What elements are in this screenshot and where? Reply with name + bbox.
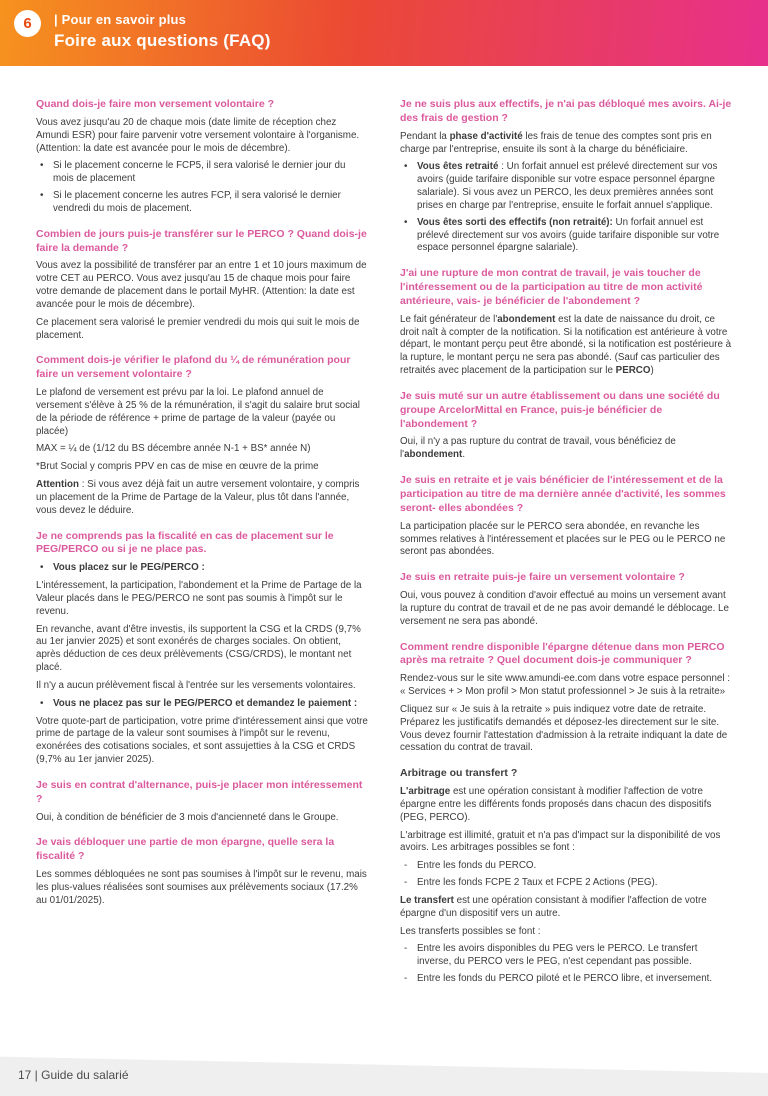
column-right [400, 98, 732, 1042]
text-run: L'arbitrage est illimité, gratuit et n'a pas d'impact sur la disponibilité de vos avoirs. Les arbitrages possibles se font : [400, 829, 721, 854]
list-item [400, 217, 732, 255]
text-run: Vous avez jusqu'au 20 de chaque mois (date limite de réception chez Amundi ESR) pour faire parvenir votre versement volontaire à l'organisme. (Attention: la date est avancée pour le mois de décembre). [36, 116, 360, 154]
faq-paragraph [400, 830, 732, 856]
faq-paragraph [400, 131, 732, 157]
list-item-text [53, 190, 368, 216]
faq-question: Je ne suis plus aux effectifs, je n'ai pas débloqué mes avoirs. Ai-je des frais de gestion ? [400, 98, 732, 124]
faq-section [400, 390, 732, 462]
list-item-text [53, 562, 368, 575]
faq-question: Je vais débloquer une partie de mon épargne, quelle sera la fiscalité ? [36, 836, 335, 863]
text-run: L'arbitrage [400, 786, 451, 798]
text-run: Entre les fonds du PERCO piloté et le PERCO libre, et inversement. [417, 973, 713, 985]
list-item-text [417, 877, 732, 890]
list-item [400, 860, 732, 873]
text-run: Le fait générateur de l' [400, 313, 498, 325]
list-item [36, 160, 368, 186]
faq-paragraph [36, 260, 368, 311]
faq-content [36, 98, 732, 1042]
faq-question: Je ne comprends pas la fiscalité en cas de placement sur le PEG/PERCO ou si je ne place pas. [36, 529, 334, 556]
text-run: les frais de tenue des comptes sont pris en charge par l'entreprise, ensuite ils sont à la charge du bénéficiaire. [400, 130, 712, 155]
page-title: Foire aux questions (FAQ) [54, 31, 271, 50]
faq-section [400, 641, 732, 756]
text-run: Votre quote-part de participation, votre prime d'intéressement ainsi que votre prime de partage de la valeur sont soumises à l'impôt sur le revenu, exonérées des cotisations sociales, et sont assujetties à la CSG et CRDS (9,7% au 1er janvier 2025). [36, 715, 368, 765]
faq-section [36, 530, 368, 767]
bullet-marker: - [404, 877, 408, 889]
faq-paragraph [36, 387, 368, 438]
text-run: abondement [404, 449, 463, 461]
faq-paragraph [400, 590, 732, 628]
text-run: Entre les fonds FCPE 2 Taux et FCPE 2 Actions (PEG). [417, 877, 658, 889]
text-run: Le transfert [400, 894, 454, 906]
column-left [36, 98, 368, 1042]
text-run: En revanche, avant d'être investis, ils supportent la CSG et la CRDS (9,7% au 1er janvier 2025) et sont exonérés de charges sociales. On obtient, après déduction de ces deux prélèvements (CSG/CRDS), le montant net placé. [36, 623, 361, 674]
text-run: Oui, à condition de bénéficier de 3 mois d'ancienneté dans le Groupe. [36, 811, 339, 823]
faq-section [36, 228, 368, 343]
faq-paragraph [400, 521, 732, 559]
faq-section [36, 836, 368, 907]
text-run: abondement [497, 313, 556, 325]
bullet-marker: - [404, 973, 408, 985]
faq-section [36, 98, 368, 216]
faq-question: J'ai une rupture de mon contrat de travail, je vais toucher de l'intéressement ou de la participation au titre de mon activité antérieure, vais- je bénéficier de l'abondement ? [400, 267, 703, 307]
faq-paragraph [36, 716, 368, 767]
section-number: 6 [23, 15, 32, 32]
list-item [400, 161, 732, 212]
text-run: Vous êtes retraité [417, 161, 499, 173]
bullet-list [36, 698, 368, 711]
faq-section [36, 779, 368, 825]
faq-section [400, 571, 732, 628]
text-run: Il n'y a aucun prélèvement fiscal à l'entrée sur les versements volontaires. [36, 679, 356, 691]
text-run: Un forfait annuel est prélevé directement sur vos avoirs (guide tarifaire disponible sur votre espace personnel épargne salariale). [417, 216, 720, 254]
list-item-text [53, 160, 368, 186]
text-run: La participation placée sur le PERCO sera abondée, en revanche les sommes relatives à l'intéressement et placées sur le PEG ou le PERCO ne seront pas abondées. [400, 520, 726, 558]
faq-paragraph [36, 812, 368, 825]
faq-paragraph [36, 580, 368, 618]
list-item [36, 190, 368, 216]
faq-paragraph [36, 461, 368, 474]
text-run: PERCO [615, 365, 651, 377]
bullet-list [400, 943, 732, 985]
faq-paragraph [36, 680, 368, 693]
text-run: Les sommes débloquées ne sont pas soumises à l'impôt sur le revenu, mais les plus-values réalisées sont soumises aux prélèvements sociaux (17.2% au 01/01/2025). [36, 869, 367, 906]
faq-section [400, 267, 732, 378]
text-run: Vous avez la possibilité de transférer par an entre 1 et 10 jours maximum de votre CET au PERCO. Vous avez jusqu'au 15 de chaque mois pour faire votre demande de placement dans le portail MyHR. (Attention: la date est avancée pour le mois de décembre). [36, 260, 367, 310]
faq-paragraph [400, 786, 732, 824]
faq-paragraph [36, 317, 368, 343]
bullet-marker: • [40, 697, 44, 709]
faq-paragraph [400, 314, 732, 378]
page-footer: 17 | Guide du salarié [18, 1068, 129, 1082]
faq-section [400, 98, 732, 255]
page-header [0, 0, 768, 66]
list-item-text [53, 698, 368, 711]
text-run: Vous placez sur le PEG/PERCO : [53, 562, 205, 574]
bullet-list [36, 562, 368, 575]
text-run: phase d'activité [449, 130, 523, 142]
text-run: Entre les avoirs disponibles du PEG vers le PERCO. Le transfert inverse, du PERCO vers le PEG, n'est cependant pas possible. [417, 943, 698, 968]
faq-paragraph [400, 673, 732, 699]
bullet-marker: - [404, 943, 408, 955]
faq-paragraph [400, 895, 732, 921]
text-run: Oui, il n'y a pas rupture du contrat de travail, vous bénéficiez de l' [400, 436, 676, 461]
faq-question: Arbitrage ou transfert ? [400, 767, 518, 780]
bullet-list [400, 161, 732, 255]
text-run: est une opération consistant à modifier l'affection de votre épargne d'un dispositif vers un autre. [400, 894, 707, 919]
faq-paragraph [400, 704, 732, 755]
faq-section [400, 474, 732, 559]
list-item-text [417, 161, 732, 212]
text-run: Vous êtes sorti des effectifs (non retraité): [417, 216, 613, 228]
text-run: Si le placement concerne les autres FCP, il sera valorisé le dernier vendredi du mois de placement. [53, 190, 341, 214]
bullet-marker: • [40, 562, 44, 574]
text-run: *Brut Social y compris PPV en cas de mise en œuvre de la prime [36, 461, 319, 473]
faq-question: Je suis en contrat d'alternance, puis-je placer mon intéressement ? [36, 778, 363, 805]
text-run: Pendant la [400, 130, 450, 142]
faq-paragraph [36, 624, 368, 675]
faq-question: Comment rendre disponible l'épargne détenue dans mon PERCO après ma retraite ? Quel document dois-je communiquer ? [400, 640, 725, 667]
faq-question: Comment dois-je vérifier le plafond du ¼ de rémunération pour faire un versement volontaire ? [36, 354, 351, 381]
bullet-marker: - [404, 860, 408, 872]
header-kicker: | Pour en savoir plus [54, 12, 187, 27]
list-item-text [417, 860, 732, 873]
bullet-marker: • [404, 216, 408, 228]
text-run: MAX = ¼ de (1/12 du BS décembre année N-1 + BS* année N) [36, 443, 311, 455]
text-run: Attention [36, 479, 79, 491]
faq-paragraph [36, 869, 368, 907]
list-item-text [417, 973, 732, 986]
faq-question: Combien de jours puis-je transférer sur le PERCO ? Quand dois-je faire la demande ? [36, 227, 367, 254]
faq-question: Je suis muté sur un autre établissement ou dans une société du groupe ArcelorMittal en France, puis-je bénéficier de l'abondement ? [400, 389, 720, 430]
faq-question: Je suis en retraite puis-je faire un versement volontaire ? [400, 571, 685, 584]
text-run: : Si vous avez déjà fait un autre versement volontaire, y compris un placement de la Prime de Partage de la Valeur, plus tôt dans l'année, vous devez le déduire. [36, 479, 360, 516]
list-item-text [417, 943, 732, 969]
text-run: ) [650, 365, 654, 377]
text-run: est une opération consistant à modifier l'affection de votre épargne entre les différents fonds proposés dans chacun des dispositifs (PEG, PERCO). [400, 786, 712, 823]
list-item [400, 943, 732, 969]
list-item [400, 973, 732, 986]
faq-paragraph [36, 117, 368, 155]
text-run: Oui, vous pouvez à condition d'avoir effectué au moins un versement avant la rupture du contrat de travail et de ne pas avoir demandé le déblocage. Le versement ne sera pas abondé. [400, 590, 729, 627]
faq-paragraph [400, 436, 732, 462]
faq-paragraph [36, 443, 368, 456]
list-item [400, 877, 732, 890]
text-run: Rendez-vous sur le site www.amundi-ee.com dans votre espace personnel : « Services + > Mon profil > Mon statut professionnel > Je suis à la retraite» [400, 673, 730, 698]
faq-section [400, 767, 732, 986]
text-run: Ce placement sera valorisé le premier vendredi du mois qui suit le mois de placement. [36, 316, 360, 341]
faq-question: Quand dois-je faire mon versement volontaire ? [36, 98, 275, 110]
bullet-list [36, 160, 368, 215]
faq-question: Je suis en retraite et je vais bénéficier de l'intéressement et de la participation au titre de ma dernière année d'activité, les sommes seront- elles abondées ? [400, 474, 726, 514]
text-run: : Un forfait annuel est prélevé directement sur vos avoirs (guide tarifaire disponible sur votre espace personnel épargne salariale). Si vous avez un PERCO, les deux premières années sont prises en charge par l'entreprise, ensuite le forfait annuel s'applique. [417, 161, 718, 211]
faq-section [36, 354, 368, 517]
text-run: Cliquez sur « Je suis à la retraite » puis indiquez votre date de retraite. Préparez les justificatifs demandés et déposez-les directement sur le site. Vous devez fournir l'attestation d'admission à la retraite indiquant la date de cessation du contrat de travail. [400, 703, 728, 754]
text-run: L'intéressement, la participation, l'abondement et la Prime de Partage de la Valeur placés dans le PEG/PERCO ne sont pas soumis à l'impôt sur le revenu. [36, 580, 362, 617]
text-run: Les transferts possibles se font : [400, 925, 541, 937]
section-number-badge [14, 10, 41, 37]
text-run: Le plafond de versement est prévu par la loi. Le plafond annuel de versement s'élève à 25 % de la rémunération, il s'agit du salaire brut social de la période de référence + prime de partage de la valeur (payée ou placée) [36, 387, 360, 437]
faq-paragraph [400, 926, 732, 939]
text-run: Vous ne placez pas sur le PEG/PERCO et demandez le paiement : [53, 697, 358, 709]
text-run: est la date de naissance du droit, ce droit naît à compter de la notification. Si la notification est antérieure à votre départ, le montant perçu peut être abondé, si la notification est postérieure à la rupture, le montant perçu ne sera pas abondé. (Sauf cas particulier des retraités avec placement de la participation sur le [400, 313, 732, 377]
list-item [36, 562, 368, 575]
faq-paragraph [36, 479, 368, 517]
text-run: Si le placement concerne le FCP5, il sera valorisé le dernier jour du mois de placement [53, 160, 346, 185]
bullet-marker: • [40, 160, 44, 172]
bullet-marker: • [404, 161, 408, 173]
text-run: . [462, 449, 466, 461]
bullet-list [400, 860, 732, 890]
bullet-marker: • [40, 190, 44, 201]
list-item [36, 698, 368, 711]
text-run: Entre les fonds du PERCO. [417, 860, 537, 872]
list-item-text [417, 217, 732, 255]
